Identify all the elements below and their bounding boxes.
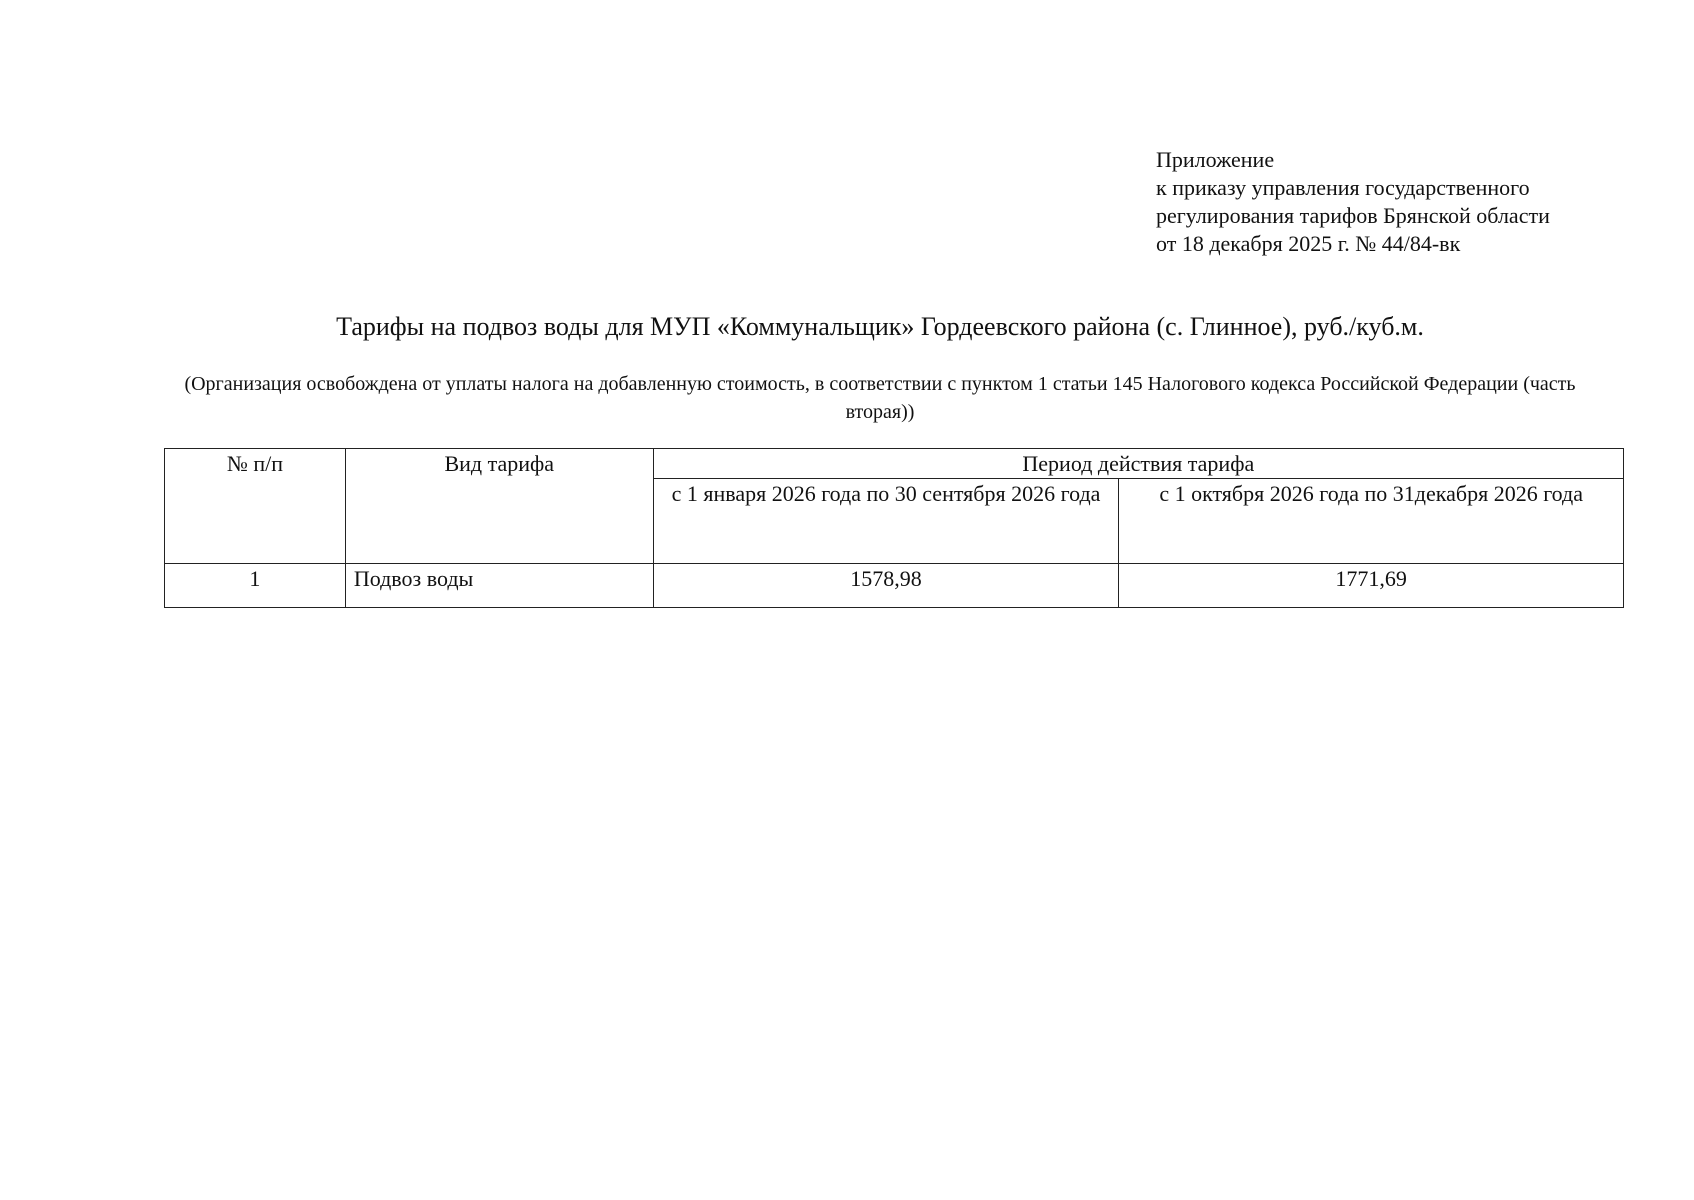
table-header-row	[165, 449, 1624, 479]
appendix-line-2: к приказу управления государственного	[1156, 175, 1530, 200]
vat-note: (Организация освобождена от уплаты налога на добавленную стоимость, в соответствии с пунктом 1 статьи 145 Налогового кодекса Российской Федерации (часть вторая))	[184, 373, 1576, 423]
tariff-table	[164, 448, 1624, 608]
row-number: 1	[165, 564, 346, 608]
appendix-line-3: регулирования тарифов Брянской области	[1156, 203, 1550, 228]
header-number: № п/п	[165, 449, 346, 564]
header-tariff-type: Вид тарифа	[345, 449, 653, 564]
document-title: Тарифы на подвоз воды для МУП «Коммунальщик» Гордеевского района (с. Глинное), руб./куб.м.	[336, 312, 1424, 341]
row-tariff-type: Подвоз воды	[345, 564, 653, 608]
appendix-line-1: Приложение	[1156, 147, 1275, 172]
header-period-1: с 1 января 2026 года по 30 сентября 2026 года	[653, 479, 1119, 564]
row-value-period-2: 1771,69	[1119, 564, 1624, 608]
row-value-period-1: 1578,98	[653, 564, 1119, 608]
appendix-line-4: от 18 декабря 2025 г. № 44/84-вк	[1156, 231, 1461, 256]
table-row	[165, 564, 1624, 608]
header-period-2: с 1 октября 2026 года по 31декабря 2026 года	[1119, 479, 1624, 564]
appendix-header	[1156, 146, 1676, 258]
header-period: Период действия тарифа	[653, 449, 1623, 479]
